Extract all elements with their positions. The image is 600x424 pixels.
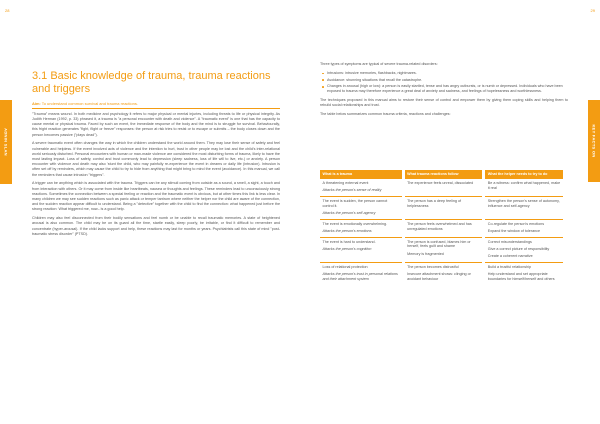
- table-header-row: [320, 170, 565, 179]
- trauma-table: [320, 170, 566, 285]
- table-header-cell: What is a trauma: [320, 170, 403, 179]
- side-tab-left: [0, 100, 12, 184]
- helper-text: Correct misunderstandings: [487, 239, 532, 244]
- helper-text: Be a witness: confirm what happened, make it real: [487, 181, 561, 190]
- reaction-text: The person becomes distrustful: [407, 264, 459, 269]
- paragraph-3: A trigger can be anything which is associated with the trauma. Triggers can be any stimuli coming from outside as a sound, a smell, a sight, a touch and from interaction with others. Or it may come from inside like heartbeats, nausea or thoughts and feelings. These reminders lead to unconsciously strong reactions. Sometimes the connection between a special feeling or reaction and the traumatic event is obvious, but at other times this link is less clear. In many children we may see sudden reactions such as panic attack or temper tantrum where neither the helper nor the child are aware of the connection, and the sudden reaction appear difficult to understand. Being a "detective" together with the child to find the connection: what happened just before the strong reaction: What triggered me, now– is a good help.: [32, 181, 280, 212]
- helper-cell: [484, 219, 565, 237]
- reaction-cell: [403, 237, 484, 262]
- helper-text: Help understand and set appropriate boundaries for himself/herself and others: [487, 272, 555, 281]
- trauma-text: The event is emotionally overwhelming.: [322, 221, 388, 226]
- right-column: [320, 62, 568, 121]
- helper-cell: [484, 263, 565, 285]
- helper-cell: [484, 197, 565, 220]
- reaction-cell: [403, 263, 484, 285]
- helper-text: Give a correct picture of responsibility: [487, 246, 550, 251]
- helper-text: Strengthen the person's sense of autonomy, influence and self-agency: [487, 199, 560, 208]
- trauma-text: Loss of relational protection: [322, 264, 368, 269]
- table-row: [320, 219, 565, 237]
- list-item: Changes in arousal (high or low): a person is easily startled, tense and has angry outbursts, or is numb or depressed. Individuals who have been exposed to trauma may therefore experience a great deal of anxiety and sadness, and feelings of hopelessness and worthlessness.: [320, 84, 568, 94]
- table-intro: The table below summarizes common trauma criteria, reactions and challenges:: [320, 112, 451, 117]
- side-tab-right: [588, 100, 600, 182]
- table-row: [320, 237, 565, 262]
- helper-text: Build a trustful relationship: [487, 264, 532, 269]
- paragraph-4: Children may also feel disconnected from their bodily sensations and feel numb or be unable to recall traumatic memories. A state of heightened arousal is also common. The child may be on its guard all the time, startle easily, sleep poorly, be irritable, or find it difficult to remember and concentrate (hyper-arousal). If the child lacks support and help, these reactions may last for months or years. Psychiatrists call this state of mind "post-traumatic stress disorder" (PTSD).: [32, 216, 280, 236]
- reaction-text: The person feels overwhelmed and has unregulated emotions: [407, 221, 472, 231]
- trauma-attack-text: Attacks the person's sense of reality: [322, 188, 382, 193]
- trauma-text: A threatening external event: [322, 181, 369, 186]
- page-number-right: 29: [590, 8, 595, 13]
- table-row: [320, 263, 565, 285]
- reaction-cell: [403, 219, 484, 237]
- trauma-cell: [320, 197, 403, 220]
- reaction-text: The experience feels unreal, dissociated: [407, 181, 474, 186]
- helper-cell: [484, 179, 565, 197]
- table-body: [320, 179, 565, 285]
- helper-text: Co-regulate the person's emotions: [487, 221, 545, 226]
- trauma-cell: [320, 263, 403, 285]
- trauma-cell: [320, 179, 403, 197]
- trauma-text: The event is hard to understand.: [322, 239, 376, 244]
- trauma-attack-text: Attacks the person's emotions: [322, 229, 372, 234]
- trauma-attack-text: Attacks the person's cognition: [322, 246, 372, 251]
- aim-text: : To understand common survival and trauma reactions.: [39, 101, 138, 106]
- reaction-cell: [403, 179, 484, 197]
- trauma-cell: [320, 219, 403, 237]
- paragraph-2: A severe traumatic event often changes the way in which the children understand the world around them. They may lose their sense of safety and feel vulnerable and helpless. If the event involved acts of violence and the intention to hurt, trust in other people may be lost and the child's inter-relational world seriously disturbed. Personal encounters with human or man-made violence are considered the most disturbing forms of trauma, likely to have the most lasting impact. Loss of safety, control and trust commonly lead to depression (sleep sadness, loss of life will to live, etc.) or anxiety. A person encounter with violence and death may also 'stunt the child, who may painfully re-experience the event in dreams or daily life (intrusion). Intrusion is often set off by reminders, which may cause the child to try to hide from anything that might bring to mind the event (avoidance). In this manual, we call the reminders that cause intrusion "triggers".: [32, 141, 280, 177]
- side-tab-left-label: ADNIN SLAN: [3, 128, 9, 156]
- table-header-cell: What trauma reactions follow: [403, 170, 484, 179]
- reaction-cell: [403, 197, 484, 220]
- list-item: Avoidance: shunning situations that recall the catastrophe.: [320, 78, 568, 83]
- reaction-text: Insecure attachment shows: clinging or avoidant behaviour: [407, 272, 471, 281]
- trauma-cell: [320, 237, 403, 262]
- aim-label: Aim: [32, 101, 40, 106]
- page-number-left: 28: [5, 8, 10, 13]
- trauma-attack-text: Attacks the person's self-agency: [322, 211, 376, 216]
- helper-cell: [484, 237, 565, 262]
- table-header-cell: What the helper needs to try to do: [484, 170, 565, 179]
- table-row: [320, 197, 565, 220]
- section-title: 3.1 Basic knowledge of trauma, trauma reactions and triggers: [32, 70, 271, 95]
- symptom-list: [320, 71, 568, 95]
- techniques-paragraph: The techniques proposed in this manual aims to restore their sense of control and empower them by giving them coping skills and helping them to rebuild social relationships and trust.: [320, 98, 568, 108]
- reaction-text: The person is confused, blames him or herself, feels guilt and shame: [407, 239, 471, 249]
- reaction-text: Memory is fragmented: [407, 251, 444, 256]
- helper-text: Expand the window of tolerance: [487, 229, 541, 234]
- aim-line: [32, 101, 280, 109]
- side-tab-right-label: KEY FACTS ON: [591, 124, 597, 158]
- symptoms-intro: Three types of symptoms are typical of severe trauma-related disorders:: [320, 62, 438, 66]
- helper-text: Create a coherent narrative: [487, 254, 533, 259]
- paragraph-1: "Trauma" means wound. In both medicine and psychology it refers to major physical or mental injuries, including threats to life or physical integrity. As Judith Herman (1992, p. 33) phrased it, a trauma is "a personal encounter with death and violence". A "traumatic event" is one that has the capacity to cause mental or physical trauma. Faced by such an event, the immediate response of the body and the mind is to struggle for survival. Behaviourally, this fright reaction generates "fight, flight or freeze" responses: the person at risk tries to resist or to escape or submits – the body closes down and the person becomes passive ("plays dead").: [32, 111, 280, 137]
- trauma-text: The event is sudden, the person cannot control it.: [322, 199, 388, 208]
- list-item: Intrusions: intrusive memories, flashbacks, nightmares.: [320, 71, 568, 76]
- table-row: [320, 179, 565, 197]
- left-column: [32, 70, 280, 241]
- trauma-attack-text: Attacks the person's trust in personal relations and their attachment system: [322, 272, 398, 281]
- reaction-text: The person has a deep feeling of helplessness: [407, 199, 462, 208]
